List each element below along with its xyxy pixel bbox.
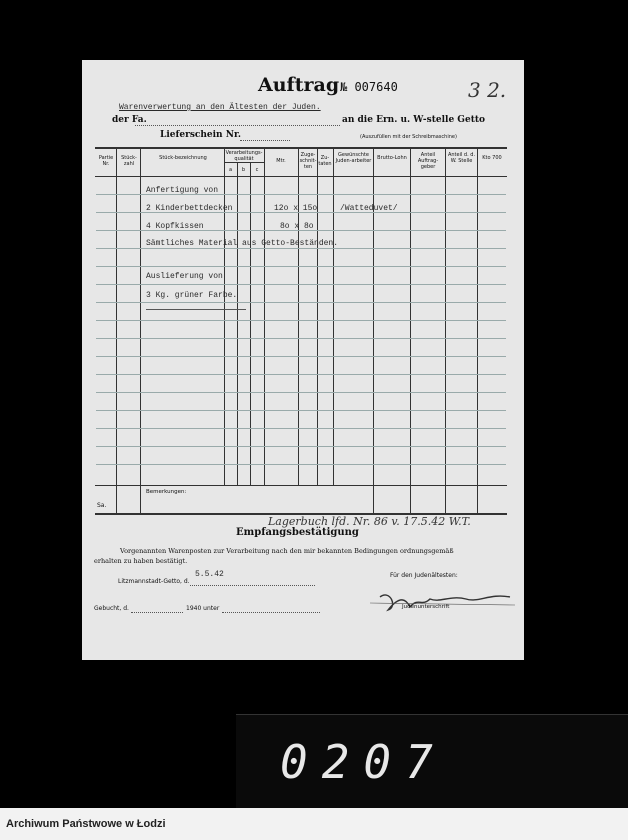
lieferschein-label: Lieferschein Nr.	[160, 130, 241, 140]
col-a: a	[228, 167, 233, 173]
date-typed: 5.5.42	[195, 570, 224, 579]
empfang-text-2: erhalten zu haben bestätigt.	[94, 557, 188, 565]
line-kinderbettdecken: 2 Kinderbettdecken	[146, 204, 233, 213]
line-watteduvet: /Watteduvet/	[340, 204, 398, 213]
judenunterschrift-label: Judenunterschrift	[402, 604, 450, 610]
fill-note: (Auszufüllen mit der Schreibmaschine)	[360, 134, 457, 140]
line-anfertigung: Anfertigung von	[146, 186, 219, 195]
year-label: 1940 unter	[186, 605, 220, 612]
signature-image	[370, 585, 520, 615]
col-c: c	[255, 167, 259, 173]
fuer-den-label: Für den Judenältesten:	[390, 572, 458, 579]
document-sheet	[82, 60, 524, 660]
col-kto: Kto 700	[482, 155, 502, 161]
lagerbuch-note: Lagerbuch lfd. Nr. 86 v. 17.5.42 W.T.	[268, 515, 471, 528]
line-farbe: 3 Kg. grüner Farbe.	[146, 291, 238, 300]
archive-label: Archiwum Państwowe w Łodzi	[6, 818, 166, 830]
line-material: Sämtliches Material aus Getto-Beständen.	[146, 239, 339, 248]
line-size-2: 8o x 8o	[280, 222, 314, 231]
col-verarbeitung: Verarbeitungs-qualität	[225, 150, 263, 162]
der-fa-label: der Fa.	[112, 115, 147, 125]
col-brutto: Brutto-Lohn	[377, 155, 407, 161]
col-stueckzahl: Stück-zahl	[121, 155, 137, 167]
sa-label: Sa.	[97, 502, 107, 509]
col-zugeschnitten: Zuge-schnit-ten	[299, 152, 317, 170]
an-die-label: an die Ern. u. W-stelle Getto	[342, 115, 486, 125]
frame-counter: 0207	[280, 735, 447, 789]
empfang-title: Empfangsbestätigung	[236, 527, 359, 538]
place-label: Litzmannstadt-Getto, d.	[118, 578, 190, 585]
col-zutaten: Zu-taten	[318, 155, 332, 167]
col-anteil-stelle: Anteil d. d. W. Stelle	[447, 152, 476, 164]
line-size-1: 12o x 15o	[274, 204, 318, 213]
archive-footer	[0, 808, 628, 840]
col-gewuenschte: Gewünschte Juden-arbeiter	[335, 152, 372, 164]
document-number: № 007640	[340, 80, 398, 94]
page-mark: 3 2.	[468, 78, 507, 102]
line-kopfkissen: 4 Kopfkissen	[146, 222, 204, 231]
col-mtr: Mtr.	[276, 158, 286, 164]
col-anteil-auftraggeber: Anteil Auftrag-geber	[417, 152, 439, 170]
recipient-typed: Warenverwertung an den Ältesten der Juden.	[119, 103, 321, 112]
col-partie: Partie Nr.	[98, 155, 114, 167]
document-title: Auftrag	[258, 74, 340, 96]
col-b: b	[241, 167, 246, 173]
bemerkungen-label: Bemerkungen:	[146, 489, 187, 495]
col-stueckbezeichnung: Stück-bezeichnung	[159, 155, 207, 161]
empfang-text-1: Vorgenannten Warenposten zur Verarbeitung nach den mir bekannten Bedingungen ordnungsgemäß	[120, 547, 454, 555]
line-auslieferung: Auslieferung von	[146, 272, 223, 281]
gebucht-label: Gebucht, d.	[94, 605, 129, 612]
